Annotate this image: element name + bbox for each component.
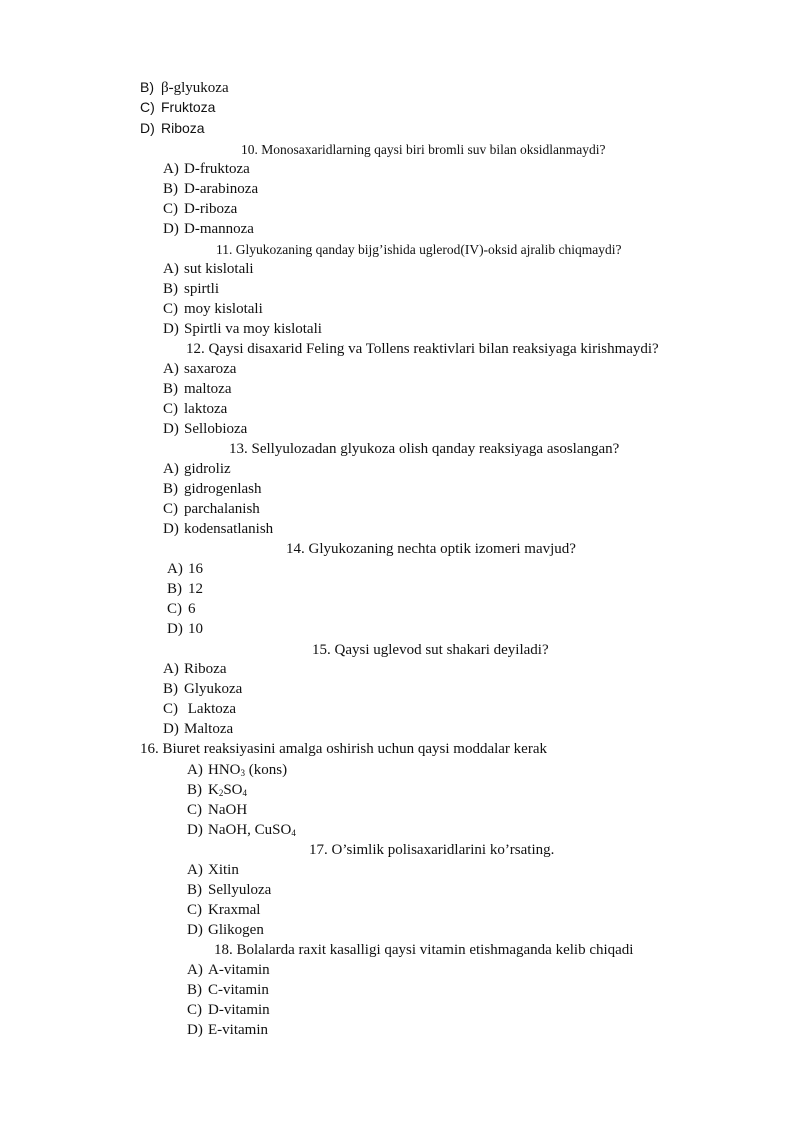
option-text: Fruktoza: [161, 99, 216, 115]
option-label: A): [187, 962, 203, 978]
option-label: C): [163, 401, 178, 417]
option-text: 16: [188, 561, 203, 577]
option-q13-d: [163, 519, 273, 539]
option-text: Kraxmal: [208, 902, 261, 918]
formula-mid: SO: [223, 782, 243, 798]
option-q17-b: [187, 880, 271, 900]
formula: NaOH: [208, 802, 248, 818]
option-label: D): [163, 221, 179, 237]
option-text: D-arabinoza: [184, 181, 259, 197]
option-text: Glyukoza: [184, 681, 243, 697]
option-text: kodensatlanish: [184, 521, 274, 537]
option-label: A): [163, 461, 179, 477]
option-label: A): [163, 261, 179, 277]
option-text: A-vitamin: [208, 962, 270, 978]
option-q9-b: [140, 77, 229, 98]
option-q13-c: [163, 499, 260, 519]
option-q10-d: [163, 219, 254, 239]
option-text: saxaroza: [184, 361, 237, 377]
option-q18-b: [187, 980, 269, 1000]
option-text: Sellobioza: [184, 421, 248, 437]
option-label: C): [163, 301, 178, 317]
subscript: 2: [218, 788, 224, 798]
option-q9-c: [140, 97, 215, 118]
subscript: 4: [242, 788, 248, 798]
option-q11-d: [163, 319, 322, 339]
option-label: A): [187, 862, 203, 878]
option-text: Glikogen: [208, 922, 264, 938]
option-label: B): [163, 681, 178, 697]
option-q16-d: [187, 820, 296, 843]
option-text: Sellyuloza: [208, 882, 272, 898]
option-label: D): [163, 421, 179, 437]
question-13: 13. Sellyulozadan glyukoza olish qanday reaksiyaga asoslangan?: [229, 441, 620, 457]
option-text: 10: [188, 621, 203, 637]
option-label: B): [187, 982, 202, 998]
question-12: 12. Qaysi disaxarid Feling va Tollens reaktivlari bilan reaksiyaga kirishmaydi?: [186, 341, 659, 357]
question-17: 17. O’simlik polisaxaridlarini ko’rsating.: [309, 842, 555, 858]
option-text: D-fruktoza: [184, 161, 250, 177]
option-label: C): [163, 701, 178, 717]
option-text: gidroliz: [184, 461, 231, 477]
option-q13-a: [163, 459, 231, 479]
option-label: C): [163, 201, 178, 217]
option-q15-d: [163, 719, 233, 739]
option-q18-d: [187, 1020, 268, 1040]
option-text: E-vitamin: [208, 1022, 268, 1038]
option-q13-b: [163, 479, 261, 499]
option-q15-c: [163, 699, 236, 719]
question-16: 16. Biuret reaksiyasini amalga oshirish uchun qaysi moddalar kerak: [140, 741, 547, 757]
option-q17-d: [187, 920, 264, 940]
option-label: C): [187, 902, 202, 918]
option-label: B): [163, 181, 178, 197]
option-q11-c: [163, 299, 263, 319]
option-text: Riboza: [161, 120, 205, 136]
option-q15-a: [163, 659, 227, 679]
formula-suffix: (kons): [245, 762, 288, 778]
option-label: B): [167, 581, 182, 597]
question-10: 10. Monosaxaridlarning qaysi biri bromli suv bilan oksidlanmaydi?: [241, 142, 606, 157]
option-text: maltoza: [184, 381, 232, 397]
formula: NaOH, CuSO: [208, 822, 292, 838]
option-label: C): [167, 601, 182, 617]
option-label: A): [167, 561, 183, 577]
option-label: C): [187, 1002, 202, 1018]
option-text: D-mannoza: [184, 221, 254, 237]
option-q14-b: [167, 579, 203, 599]
option-text: β-glyukoza: [161, 80, 229, 96]
option-q17-a: [187, 860, 239, 880]
option-label: B): [187, 882, 202, 898]
option-q14-c: [167, 599, 196, 619]
option-label: B): [163, 381, 178, 397]
option-q12-a: [163, 359, 236, 379]
option-text: Maltoza: [184, 721, 234, 737]
option-text: C-vitamin: [208, 982, 269, 998]
option-q18-c: [187, 1000, 270, 1020]
option-text: Spirtli va moy kislotali: [184, 321, 322, 337]
option-text: spirtli: [184, 281, 220, 297]
option-label: C): [140, 99, 155, 115]
option-q10-c: [163, 199, 237, 219]
option-q18-a: [187, 960, 270, 980]
option-text: sut kislotali: [184, 261, 254, 277]
question-15: 15. Qaysi uglevod sut shakari deyiladi?: [312, 642, 549, 658]
option-text: D-riboza: [184, 201, 238, 217]
option-text: moy kislotali: [184, 301, 263, 317]
option-text: Xitin: [208, 862, 239, 878]
option-q14-a: [167, 559, 203, 579]
option-label: D): [163, 721, 179, 737]
option-text: parchalanish: [184, 501, 260, 517]
option-text: 12: [188, 581, 203, 597]
option-label: C): [187, 802, 202, 818]
option-q11-b: [163, 279, 219, 299]
option-label: C): [163, 501, 178, 517]
option-label: B): [163, 481, 178, 497]
option-q10-b: [163, 179, 258, 199]
subscript: 3: [240, 768, 245, 778]
option-q12-b: [163, 379, 231, 399]
option-label: D): [167, 621, 183, 637]
question-14: 14. Glyukozaning nechta optik izomeri mavjud?: [286, 541, 576, 557]
option-label: A): [163, 361, 179, 377]
option-label: D): [187, 822, 203, 838]
option-text: Riboza: [184, 661, 227, 677]
option-label: D): [187, 922, 203, 938]
option-label: D): [187, 1022, 203, 1038]
option-label: B): [163, 281, 178, 297]
option-q16-c: [187, 800, 247, 820]
option-text: gidrogenlash: [184, 481, 262, 497]
option-label: B): [140, 79, 154, 95]
option-label: A): [163, 161, 179, 177]
option-text: Laktoza: [184, 701, 237, 717]
option-q9-d: [140, 118, 205, 139]
option-label: D): [140, 120, 155, 136]
option-label: D): [163, 521, 179, 537]
option-label: D): [163, 321, 179, 337]
subscript: 4: [291, 828, 296, 838]
option-label: A): [187, 762, 203, 778]
option-text: D-vitamin: [208, 1002, 270, 1018]
option-q17-c: [187, 900, 260, 920]
option-q14-d: [167, 619, 203, 639]
option-label: A): [163, 661, 179, 677]
option-text: laktoza: [184, 401, 228, 417]
option-label: B): [187, 782, 202, 798]
option-q10-a: [163, 159, 250, 179]
option-q11-a: [163, 259, 254, 279]
option-q15-b: [163, 679, 242, 699]
question-11: 11. Glyukozaning qanday bijg’ishida uglerod(IV)-oksid ajralib chiqmaydi?: [216, 242, 622, 257]
option-q12-d: [163, 419, 247, 439]
option-text: 6: [188, 601, 196, 617]
question-18: 18. Bolalarda raxit kasalligi qaysi vitamin etishmaganda kelib chiqadi: [214, 942, 634, 958]
formula: HNO: [208, 762, 241, 778]
formula: K: [208, 782, 219, 798]
option-q12-c: [163, 399, 227, 419]
